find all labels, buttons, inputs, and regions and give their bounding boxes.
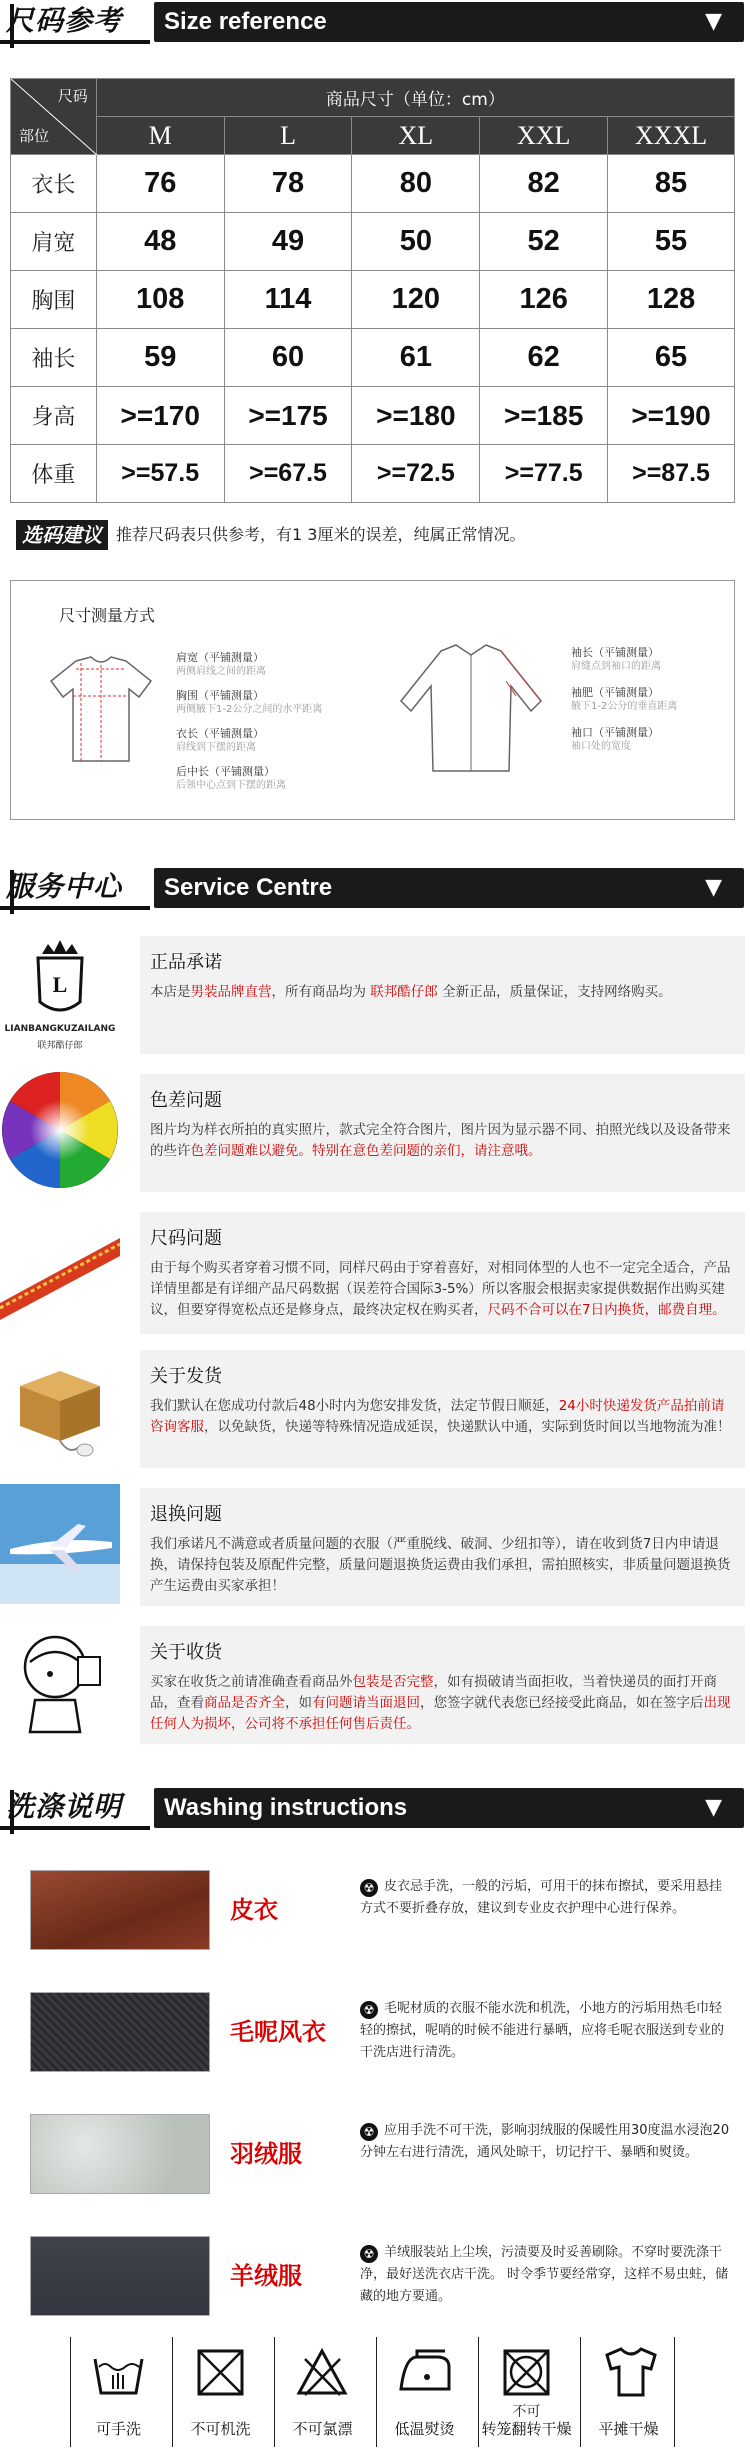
care-top-label: 不可 [512, 2404, 541, 2420]
table-cell: >=87.5 [608, 445, 735, 503]
washing-header [0, 1786, 750, 1834]
table-cell: 85 [608, 155, 735, 213]
wash-text: ☢ 毛呢材质的衣服不能水洗和机洗，小地方的污垢用热毛巾轻轻的擦拭，呢哨的时候不能进行暴晒，应将毛呢衣服送到专业的干洗店进行清洗。 [360, 2001, 725, 2060]
measure-title: 尺寸测量方式 [59, 606, 156, 625]
no-bleach-icon [295, 2345, 350, 2400]
radiation-icon: ☢ [360, 2245, 378, 2263]
service-item [0, 1484, 750, 1612]
service-title: 关于发货 [150, 1366, 222, 1387]
measure-label: 袖肥（平铺测量） 腋下1-2公分的垂直距离 [571, 686, 678, 712]
service-box [140, 1350, 745, 1468]
size-table [10, 78, 735, 503]
row-label: 体重 [11, 445, 97, 503]
courier-image [0, 1622, 120, 1742]
measure-label: 衣长（平铺测量） 肩线到下摆的距离 [176, 727, 264, 753]
table-cell: 60 [224, 329, 352, 387]
care-symbol: 不可氯漂 [274, 2337, 369, 2447]
care-symbol: 平摊干燥 [580, 2337, 675, 2447]
size-header: XXL [480, 117, 608, 155]
tip-text: 推荐尺码表只供参考，有1 3厘米的误差，纯属正常情况。 [116, 525, 526, 544]
service-item [0, 932, 750, 1060]
color-wheel-icon [0, 1070, 120, 1190]
service-box [140, 1488, 745, 1606]
wool-swatch [30, 1992, 210, 2072]
leather-swatch [30, 1870, 210, 1950]
logo-sub: 联邦酷仔郎 [37, 1041, 83, 1051]
care-symbol: 低温熨烫 [376, 2337, 471, 2447]
care-symbol: 不可 转笼翻转干燥 [478, 2337, 573, 2447]
size-header: XXXL [608, 117, 735, 155]
chevron-down-icon[interactable]: ▼ [705, 1795, 722, 1820]
wash-item [30, 1870, 730, 1960]
logo-text: LIANBANGKUZAILANG [4, 1024, 116, 1034]
fabric-name: 毛呢风衣 [230, 2018, 326, 2046]
brand-logo [0, 932, 120, 1052]
table-cell: 52 [480, 213, 608, 271]
row-label: 身高 [11, 387, 97, 445]
svg-text:L: L [52, 972, 68, 997]
table-row [11, 387, 735, 445]
service-title: 关于收货 [150, 1642, 222, 1663]
corner-part-label: 部位 [19, 127, 50, 145]
section-title-cn: 洗涤说明 [6, 1790, 123, 1823]
section-title-bar [154, 868, 744, 908]
wash-text: ☢ 羊绒服装站上尘埃，污渍要及时妥善刷除。不穿时要洗涤干净，最好送洗衣店干洗。 时令季节要经常穿，这样不易虫蛀，储藏的地方要通。 [360, 2245, 729, 2304]
wash-text: ☢ 皮衣忌手洗，一般的污垢，可用干的抹布擦拭，要采用悬挂方式不要折叠存放，建议到专业皮衣护理中心进行保养。 [360, 1879, 723, 1916]
tip-tag: 选码建议 [16, 520, 108, 550]
service-item [0, 1208, 750, 1336]
no-machine-wash-icon [193, 2345, 248, 2400]
color-wheel-image [0, 1070, 120, 1190]
tshirt-sketch [41, 651, 161, 771]
radiation-icon: ☢ [360, 1879, 378, 1897]
radiation-icon: ☢ [360, 2123, 378, 2141]
cashmere-swatch [30, 2236, 210, 2316]
table-cell: 126 [480, 271, 608, 329]
row-label: 袖长 [11, 329, 97, 387]
no-tumble-dry-icon [499, 2345, 554, 2400]
service-title: 尺码问题 [150, 1228, 222, 1249]
service-centre-header [0, 866, 750, 914]
section-title-cn: 服务中心 [6, 870, 123, 903]
radiation-icon: ☢ [360, 2001, 378, 2019]
table-corner [11, 79, 97, 155]
row-label: 胸围 [11, 271, 97, 329]
corner-size-label: 尺码 [57, 87, 88, 105]
shirt-sketch [381, 641, 561, 781]
fabric-name: 羽绒服 [230, 2140, 302, 2168]
airplane-image [0, 1484, 120, 1604]
low-iron-icon [397, 2345, 457, 2400]
service-item [0, 1622, 750, 1750]
table-cell: 120 [352, 271, 480, 329]
care-symbol: 不可机洗 [172, 2337, 267, 2447]
section-title-bar [154, 1788, 744, 1828]
wash-item [30, 1992, 730, 2082]
table-cell: 128 [608, 271, 735, 329]
table-cell: 55 [608, 213, 735, 271]
courier-icon [0, 1622, 120, 1742]
wash-text: ☢ 应用手洗不可干洗，影响羽绒服的保暖性用30度温水浸泡20分钟左右进行清洗，通风处晾干，切记拧干、暴晒和熨烫。 [360, 2123, 730, 2160]
table-cell: >=67.5 [224, 445, 352, 503]
tape-measure-image [0, 1208, 120, 1328]
table-cell: >=180 [352, 387, 480, 445]
table-row [11, 155, 735, 213]
service-title: 退换问题 [150, 1504, 222, 1525]
table-cell: >=77.5 [480, 445, 608, 503]
wash-item [30, 2114, 730, 2204]
section-title-en: Size reference [164, 8, 327, 35]
service-text: 本店是男装品牌直营，所有商品均为 联邦酷仔郎 全新正品，质量保证，支持网络购买。 [150, 984, 672, 1000]
table-cell: 48 [96, 213, 224, 271]
care-symbols [70, 2337, 680, 2447]
service-text: 我们默认在您成功付款后48小时内为您安排发货，法定节假日顺延，24小时快递发货产品拍前请咨询客服，以免缺货，快递等特殊情况造成延误，快递默认中通，实际到货时间以当地物流为准！ [150, 1398, 731, 1435]
measure-label: 胸围（平铺测量） 两侧腋下1-2公分之间的水平距离 [176, 689, 323, 715]
table-cell: >=175 [224, 387, 352, 445]
chevron-down-icon[interactable]: ▼ [705, 875, 722, 900]
chevron-down-icon[interactable]: ▼ [705, 9, 722, 34]
section-title-cn: 尺码参考 [6, 4, 123, 37]
fabric-name: 羊绒服 [230, 2262, 302, 2290]
table-cell: 82 [480, 155, 608, 213]
down-swatch [30, 2114, 210, 2194]
wash-item [30, 2236, 730, 2326]
table-row [11, 329, 735, 387]
section-title-bar [154, 2, 744, 42]
table-cell: 59 [96, 329, 224, 387]
table-cell: 49 [224, 213, 352, 271]
table-cell: 76 [96, 155, 224, 213]
size-tip [16, 520, 525, 550]
measure-label: 袖长（平铺测量） 肩缝点到袖口的距离 [571, 646, 661, 672]
delivery-box-image [0, 1346, 120, 1466]
service-text: 由于每个购买者穿着习惯不同，同样尺码由于穿着喜好，对相同体型的人也不一定完全适合，产品详情里都是有详细产品尺码数据（误差符合国际3-5%）所以客服会根据卖家提供数据作出购买建议，但要穿得宽松点还是修身点，最终决定权在购买者，尺码不合可以在7日内换货，邮费自理。 [150, 1260, 731, 1318]
table-cell: 61 [352, 329, 480, 387]
row-label: 肩宽 [11, 213, 97, 271]
service-text: 买家在收货之前请准确查看商品外包装是否完整，如有损破请当面拒收，当着快递员的面打开商品，查看商品是否齐全，如有问题请当面退回，您签字就代表您已经接受此商品，如在签字后出现任何人为损坏，公司将不承担任何售后责任。 [150, 1674, 731, 1732]
table-row [11, 213, 735, 271]
service-item [0, 1346, 750, 1474]
table-cell: >=72.5 [352, 445, 480, 503]
service-item [0, 1070, 750, 1198]
unit-header: 商品尺寸（单位：cm） [96, 79, 734, 117]
measure-label: 袖口（平铺测量） 袖口处的宽度 [571, 726, 659, 752]
table-cell: >=185 [480, 387, 608, 445]
size-header: L [224, 117, 352, 155]
dry-flat-icon [601, 2345, 661, 2400]
service-box [140, 1212, 745, 1334]
hand-wash-icon [91, 2345, 146, 2400]
package-icon [0, 1346, 120, 1466]
service-box [140, 1626, 745, 1744]
measure-label: 后中长（平铺测量） 后领中心点到下摆的距离 [176, 765, 286, 791]
service-title: 正品承诺 [150, 952, 222, 973]
table-cell: 114 [224, 271, 352, 329]
fabric-name: 皮衣 [230, 1896, 278, 1924]
table-row [11, 445, 735, 503]
size-header: XL [352, 117, 480, 155]
size-header: M [96, 117, 224, 155]
service-box [140, 1074, 745, 1192]
table-cell: 50 [352, 213, 480, 271]
service-text: 我们承诺凡不满意或者质量问题的衣服（严重脱线、破洞、少纽扣等），请在收到货7日内申请退换，请保持包装及原配件完整，质量问题退换货运费由我们承担，需拍照核实，非质量问题退换货产生运费由买家承担！ [150, 1536, 731, 1594]
table-cell: 80 [352, 155, 480, 213]
table-cell: 62 [480, 329, 608, 387]
service-box [140, 936, 745, 1054]
table-cell: >=57.5 [96, 445, 224, 503]
tape-measure-icon [0, 1208, 120, 1328]
table-cell: >=190 [608, 387, 735, 445]
airplane-icon [0, 1484, 120, 1604]
table-cell: >=170 [96, 387, 224, 445]
service-text: 图片均为样衣所拍的真实照片，款式完全符合图片，图片因为显示器不同、拍照光线以及设备带来的些许色差问题难以避免。特别在意色差问题的亲们，请注意哦。 [150, 1122, 731, 1159]
row-label: 衣长 [11, 155, 97, 213]
section-title-en: Washing instructions [164, 1794, 408, 1821]
crown-logo-icon [0, 932, 120, 1052]
measure-diagram [10, 580, 735, 820]
measure-label: 肩宽（平铺测量） 两侧肩线之间的距离 [176, 651, 266, 677]
table-row [11, 271, 735, 329]
section-title-en: Service Centre [164, 874, 333, 901]
care-symbol: 可手洗 [70, 2337, 165, 2447]
table-cell: 65 [608, 329, 735, 387]
size-reference-header [0, 0, 750, 48]
table-cell: 78 [224, 155, 352, 213]
service-title: 色差问题 [150, 1090, 222, 1111]
table-cell: 108 [96, 271, 224, 329]
